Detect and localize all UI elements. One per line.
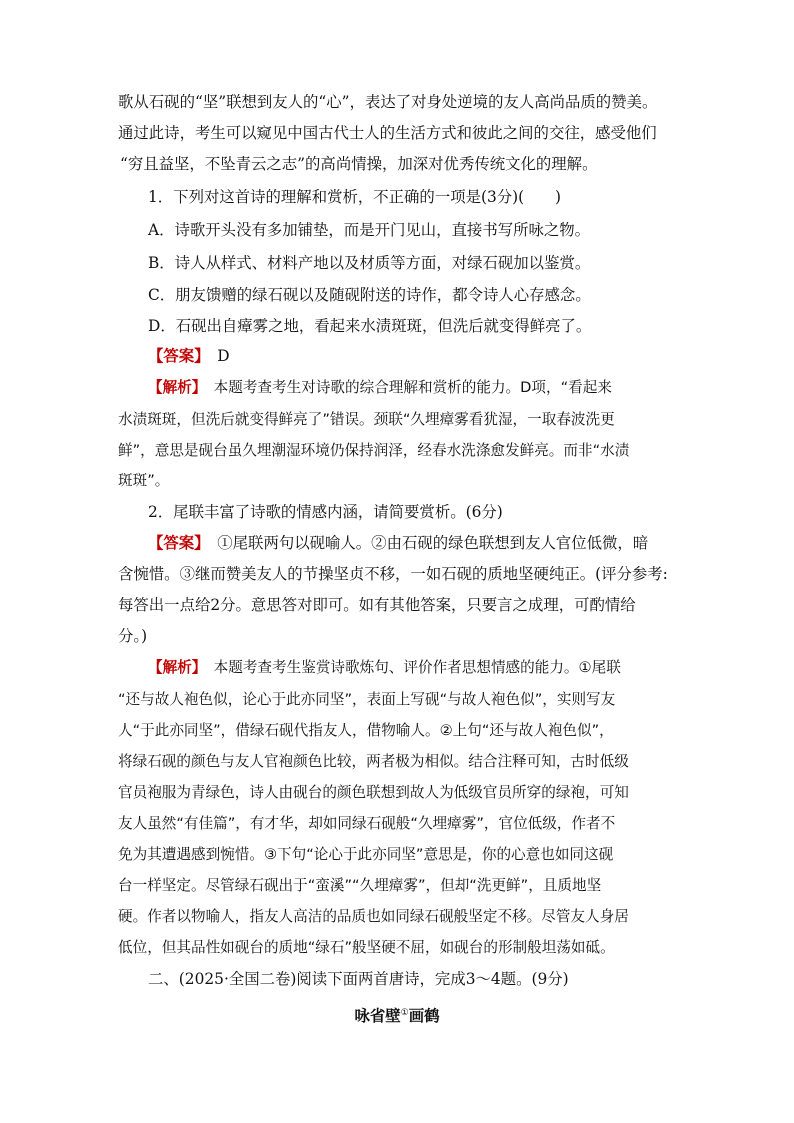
- answer-tag: 【答案】: [148, 534, 202, 552]
- q1-analysis-line-1: [148, 376, 678, 400]
- q2-answer-line-4: 分。): [118, 627, 148, 645]
- q2-stem: 2．尾联丰富了诗歌的情感内涵，请简要赏析。(6分): [148, 503, 503, 521]
- q1-option-d: D．石砚出自瘴雾之地，看起来水渍斑斑，但洗后就变得鲜亮了。: [148, 317, 592, 335]
- q1-option-b: B．诗人从样式、材料产地以及材质等方面，对绿石砚加以鉴赏。: [148, 254, 591, 272]
- poem-title-part-2: 画鹤: [408, 1007, 440, 1026]
- q1-answer-line: [148, 344, 678, 368]
- q2-analysis-line-2: “还与故人袍色似，论心于此亦同坚”，表面上写砚“与故人袍色似”，实则写友: [118, 691, 616, 708]
- q2-analysis-line-6: 友人虽然“有佳篇”，有才华，却如同绿石砚般“久埋瘴雾”，官位低级，作者不: [118, 815, 616, 832]
- answer-tag: 【答案】: [148, 347, 202, 365]
- analysis-tag: 【解析】: [148, 379, 200, 396]
- analysis-tag: 【解析】: [148, 659, 200, 676]
- q2-analysis-line-7: 免为其遭遇感到惋惜。③下句“论心于此亦同坚”意思是，你的心意也如同这砚: [118, 846, 614, 863]
- poem-note-marker: ①: [400, 1008, 409, 1018]
- q1-analysis-line-4: 斑斑”。: [118, 472, 170, 489]
- intro-line-1: 歌从石砚的“坚”联想到友人的“心”，表达了对身处逆境的友人高尚品质的赞美。: [118, 93, 658, 111]
- q1-option-a: A．诗歌开头没有多加铺垫，而是开门见山，直接书写所咏之物。: [148, 221, 591, 239]
- q2-answer-line-3: 每答出一点给2分。意思答对即可。如有其他答案，只要言之成理，可酌情给: [118, 596, 636, 614]
- intro-line-3: “穷且益坚，不坠青云之志”的高尚情操，加深对优秀传统文化的理解。: [120, 155, 598, 173]
- q1-analysis-line-3: 鲜”，意思是砚台虽久埋潮湿环境仍保持润泽，经春水洗涤愈发鲜亮。而非“水渍: [118, 442, 630, 459]
- intro-line-2: 通过此诗，考生可以窥见中国古代士人的生活方式和彼此之间的交往，感受他们: [118, 124, 657, 142]
- q2-analysis-line-9: 硬。作者以物喻人，指友人高洁的品质也如同绿石砚般坚定不移。尽管友人身居: [118, 908, 629, 925]
- section-2-heading: 二、(2025·全国二卷)阅读下面两首唐诗，完成3～4题。(9分): [148, 970, 569, 988]
- q2-analysis-line-3: 人“于此亦同坚”，借绿石砚代指友人，借物喻人。②上句“还与故人袍色似”，: [118, 722, 614, 739]
- poem-title-part-1: 咏省壁: [354, 1007, 401, 1026]
- q2-analysis-line-8: 台一样坚定。尽管绿石砚出于“蛮溪”“久埋瘴雾”，但却“洗更鲜”，且质地坚: [118, 877, 602, 894]
- q2-analysis-line-5: 官员袍服为青绿色，诗人由砚台的颜色联想到故人为低级官员所穿的绿袍，可知: [118, 784, 629, 801]
- q2-analysis-line-10: 低位，但其品性如砚台的质地“绿石”般坚硬不屈，如砚台的形制般坦荡如砥。: [118, 939, 615, 956]
- q2-answer-line-1: [148, 531, 678, 555]
- poem-title: [0, 1001, 794, 1028]
- q2-answer-text-1: ①尾联两句以砚喻人。②由石砚的绿色联想到友人官位低微，暗: [201, 534, 649, 552]
- q1-analysis-line-2: 水渍斑斑，但洗后就变得鲜亮了”错误。颈联“久埋瘴雾看犹湿，一取春波洗更: [118, 411, 615, 428]
- q2-analysis-line-1: [148, 656, 678, 680]
- q2-answer-line-2: 含惋惜。③继而赞美友人的节操坚贞不移，一如石砚的质地坚硬纯正。(评分参考:: [118, 565, 668, 583]
- q2-analysis-text-1: 本题考查考生鉴赏诗歌炼句、评价作者思想情感的能力。①尾联: [199, 659, 621, 676]
- q2-analysis-line-4: 将绿石砚的颜色与友人官袍颜色比较，两者极为相似。结合注释可知，古时低级: [118, 753, 629, 770]
- q1-answer: D: [201, 347, 230, 365]
- q1-analysis-text-1: 本题考查考生对诗歌的综合理解和赏析的能力。D项，“看起来: [199, 379, 612, 396]
- q1-stem: 1．下列对这首诗的理解和赏析，不正确的一项是(3分)( ): [148, 188, 561, 206]
- q1-option-c: C．朋友馈赠的绿石砚以及随砚附送的诗作，都令诗人心存感念。: [148, 286, 591, 304]
